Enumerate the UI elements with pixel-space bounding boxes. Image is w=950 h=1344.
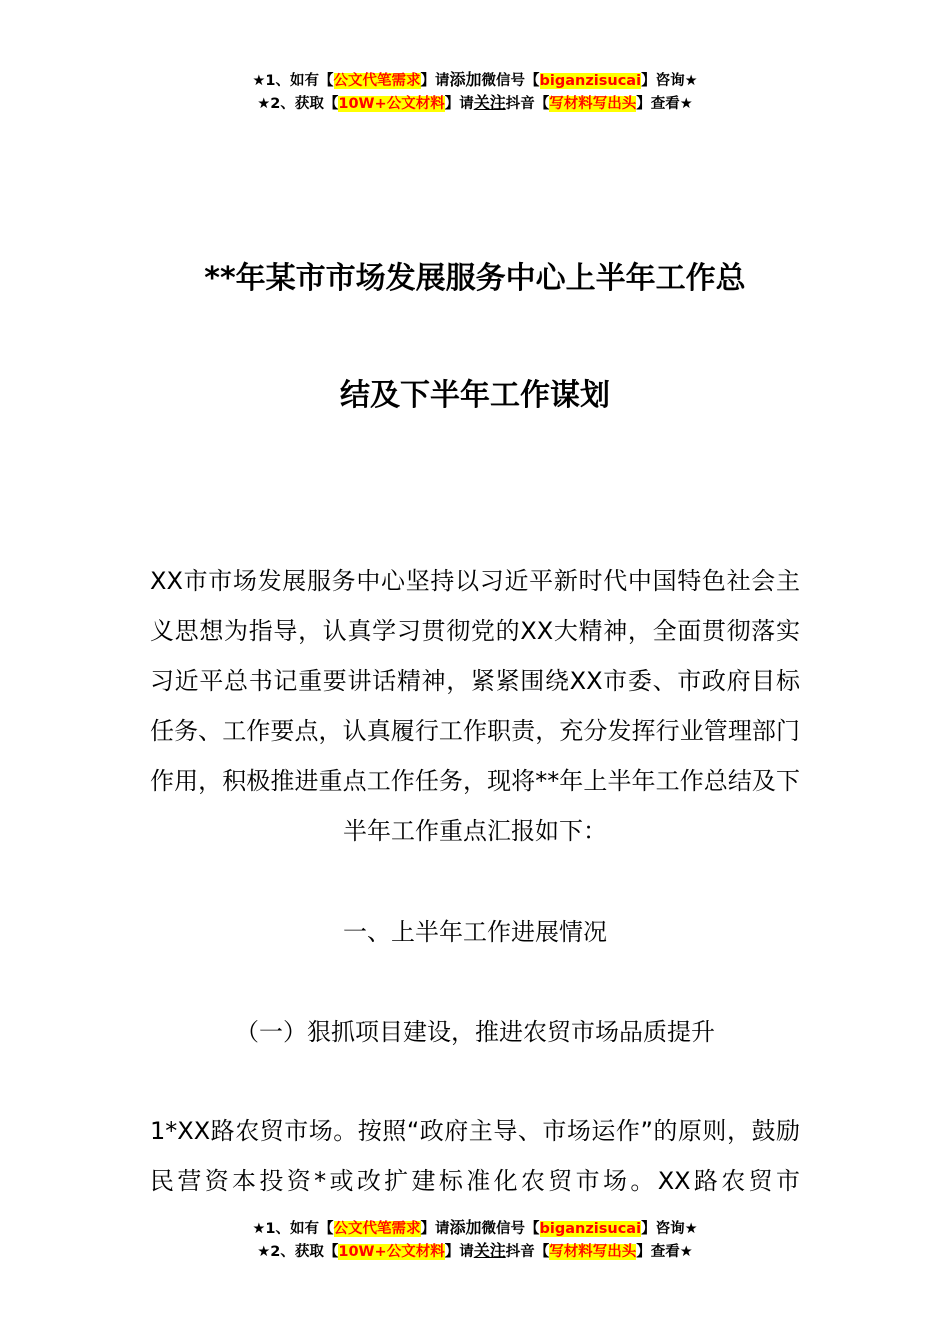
promo-text: 微信号【 bbox=[481, 73, 540, 89]
promo-line-1 bbox=[0, 1217, 950, 1240]
section-heading: 一、上半年工作进展情况 bbox=[343, 918, 607, 946]
promo-text: 】请 bbox=[420, 1221, 450, 1237]
intro-paragraph: XX市市场发展服务中心坚持以习近平新时代中国特色社会主义思想为指导，认真学习贯彻党的XX大精神，全面贯彻落实习近平总书记重要讲话精神，紧紧围绕XX市委、市政府目标任务、工作要点，认真履行工作职责，充分发挥行业管理部门作用，积极推进重点工作任务，现将**年上半年工作总结及下半年工作重点汇报如下： bbox=[150, 567, 800, 845]
promo-text: ★1、如有【 bbox=[252, 1221, 334, 1237]
promo-text: ★2、获取【 bbox=[257, 1244, 339, 1260]
document-title-line-1: **年某市市场发展服务中心上半年工作总 bbox=[204, 261, 746, 296]
promo-text: 】请 bbox=[444, 96, 474, 112]
promo-text: 抖音【 bbox=[505, 1244, 550, 1260]
promo-emphasis: 关注 bbox=[473, 1241, 506, 1260]
promo-highlight: biganzisucai bbox=[539, 1221, 642, 1237]
promo-highlight: 写材料写出头 bbox=[549, 96, 637, 112]
promo-text: 】请 bbox=[444, 1244, 474, 1260]
promo-line-1 bbox=[0, 69, 950, 92]
promo-banner-top bbox=[0, 69, 950, 115]
promo-emphasis: 添加 bbox=[449, 70, 482, 89]
promo-line-2 bbox=[0, 92, 950, 115]
promo-highlight: 10W+公文材料 bbox=[338, 1244, 445, 1260]
promo-highlight: 10W+公文材料 bbox=[338, 96, 445, 112]
promo-text: ★1、如有【 bbox=[252, 73, 334, 89]
promo-emphasis: 添加 bbox=[449, 1218, 482, 1237]
promo-emphasis: 关注 bbox=[473, 93, 506, 112]
promo-text: 】请 bbox=[420, 73, 450, 89]
document-title-line-2: 结及下半年工作谋划 bbox=[340, 378, 610, 413]
promo-text: 】查看★ bbox=[636, 1244, 693, 1260]
promo-text: 】查看★ bbox=[636, 96, 693, 112]
promo-text: ★2、获取【 bbox=[257, 96, 339, 112]
promo-text: 微信号【 bbox=[481, 1221, 540, 1237]
promo-text: 抖音【 bbox=[505, 96, 550, 112]
subsection-heading: （一）狠抓项目建设，推进农贸市场品质提升 bbox=[235, 1018, 715, 1046]
item-paragraph: 1*XX路农贸市场。按照“政府主导、市场运作”的原则，鼓励民营资本投资*或改扩建标准化农贸市场。XX路农贸市 bbox=[150, 1117, 800, 1195]
promo-highlight: 公文代笔需求 bbox=[333, 1221, 421, 1237]
promo-highlight: 写材料写出头 bbox=[549, 1244, 637, 1260]
promo-highlight: biganzisucai bbox=[539, 73, 642, 89]
promo-line-2 bbox=[0, 1240, 950, 1263]
promo-banner-bottom bbox=[0, 1217, 950, 1263]
promo-text: 】咨询★ bbox=[641, 1221, 698, 1237]
promo-highlight: 公文代笔需求 bbox=[333, 73, 421, 89]
promo-text: 】咨询★ bbox=[641, 73, 698, 89]
